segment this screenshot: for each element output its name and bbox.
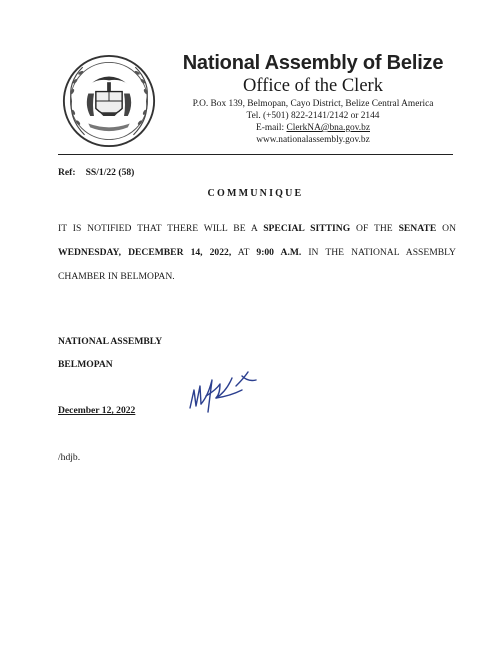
notice-text: ON [436,223,456,234]
office-subheading: Office of the Clerk [243,76,383,96]
website-link[interactable]: www.nationalassembly.gov.bz [256,135,370,145]
handwritten-signature [186,366,260,416]
notice-paragraph [58,217,456,289]
notice-line-1 [58,217,456,241]
notice-text: IN THE NATIONAL ASSEMBLY [301,247,456,258]
reference-number: SS/1/22 (58) [85,167,135,178]
sitting-date-text: WEDNESDAY, DECEMBER 14, 2022, [58,247,232,258]
notice-line-3: CHAMBER IN BELMOPAN. [58,271,175,282]
notice-text: AT [231,247,257,258]
coat-of-arms-seal-icon [62,54,156,148]
email-link[interactable]: ClerkNA@bna.gov.bz [286,123,370,133]
postal-address: P.O. Box 139, Belmopan, Cayo District, Belize Central America [192,99,434,109]
notice-line-2 [58,241,456,265]
header-divider [58,154,453,155]
special-sitting-text: SPECIAL SITTING [263,223,351,234]
document-title: COMMUNIQUE [207,188,304,199]
telephone-line: Tel. (+501) 822-2141/2142 or 2144 [246,111,380,121]
letter-date: December 12, 2022 [58,405,136,416]
email-label: E-mail: [256,123,287,133]
assembly-name-heading: National Assembly of Belize [182,52,444,74]
notice-text: OF THE [350,223,399,234]
reference-line [58,167,134,178]
senate-text: SENATE [398,223,437,234]
email-line [168,122,458,134]
sitting-time-text: 9:00 A.M. [256,247,302,258]
signatory-line-2: BELMOPAN [58,359,113,370]
signatory-line-1: NATIONAL ASSEMBLY [58,336,163,347]
reference-label: Ref: [58,167,76,178]
notice-text: IT IS NOTIFIED THAT THERE WILL BE A [58,223,264,234]
typist-initials: /hdjb. [58,452,81,463]
